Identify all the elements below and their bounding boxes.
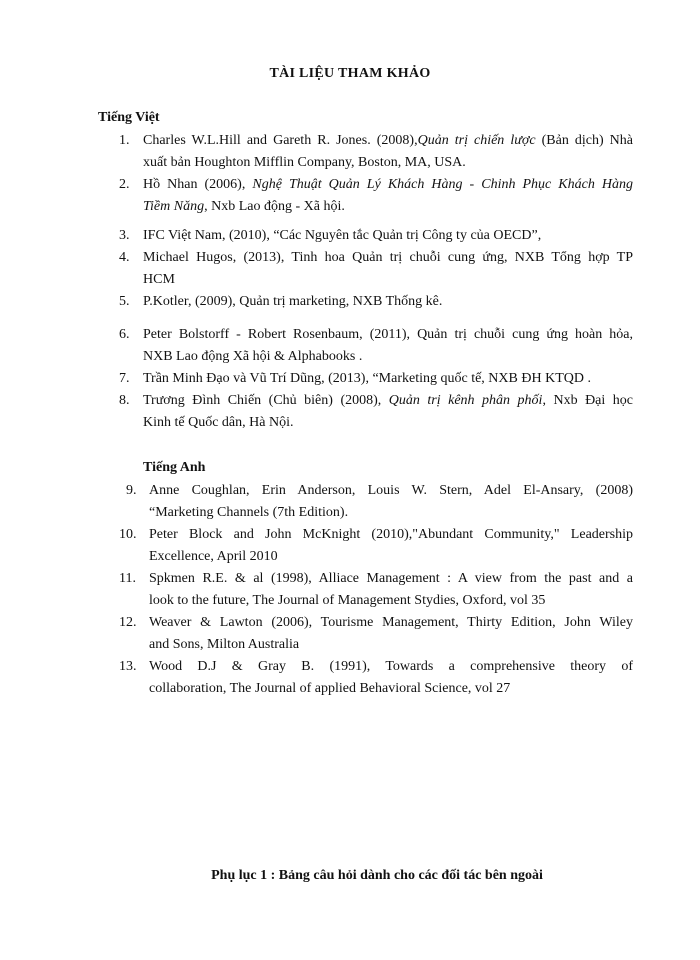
reference-item [119, 656, 633, 700]
reference-number: 8. [119, 393, 130, 408]
reference-line: Anne Coughlan, Erin Anderson, Louis W. Stern, Adel El-Ansary, (2008) [149, 483, 633, 498]
reference-number: 6. [119, 327, 130, 342]
reference-number: 12. [119, 615, 137, 630]
reference-item [119, 324, 633, 368]
reference-item [119, 225, 633, 247]
appendix-title: Phụ lục 1 : Bảng câu hỏi dành cho các đối tác bên ngoài [211, 868, 543, 883]
reference-text [149, 480, 633, 524]
reference-text [143, 225, 633, 247]
reference-line: look to the future, The Journal of Management Stydies, Oxford, vol 35 [149, 593, 546, 608]
reference-item [119, 568, 633, 612]
reference-item [119, 174, 633, 218]
reference-line: “Marketing Channels (7th Edition). [149, 505, 349, 520]
reference-item [119, 368, 633, 390]
section-heading-vietnamese: Tiếng Việt [98, 110, 160, 125]
reference-line: HCM [143, 272, 175, 287]
reference-text [149, 568, 633, 612]
reference-number: 4. [119, 250, 130, 265]
reference-number: 3. [119, 228, 130, 243]
reference-text [143, 247, 633, 291]
reference-item [126, 480, 633, 524]
reference-line: xuất bản Houghton Mifflin Company, Boston, MA, USA. [143, 155, 466, 170]
reference-line: Kinh tế Quốc dân, Hà Nội. [143, 415, 294, 430]
reference-line: Trần Minh Đạo và Vũ Trí Dũng, (2013), “Marketing quốc tế, NXB ĐH KTQD . [143, 371, 591, 386]
reference-number: 10. [119, 527, 137, 542]
reference-text [143, 174, 633, 218]
reference-text [143, 324, 633, 368]
reference-line: Michael Hugos, (2013), Tinh hoa Quản trị chuỗi cung ứng, NXB Tổng hợp TP [143, 250, 633, 265]
page-title: TÀI LIỆU THAM KHẢO [269, 66, 431, 81]
reference-line: Trương Đình Chiến (Chủ biên) (2008), Quản trị kênh phân phối, Nxb Đại học [143, 393, 634, 408]
reference-number: 5. [119, 294, 130, 309]
reference-text [143, 130, 633, 174]
reference-text [143, 291, 633, 313]
reference-line: Weaver & Lawton (2006), Tourisme Management, Thirty Edition, John Wiley [149, 615, 633, 630]
reference-line: Peter Block and John McKnight (2010),"Abundant Community," Leadership [149, 527, 633, 542]
reference-text [149, 612, 633, 656]
reference-item [119, 130, 633, 174]
reference-number: 2. [119, 177, 130, 192]
reference-item [119, 612, 633, 656]
reference-line: IFC Việt Nam, (2010), “Các Nguyên tắc Quản trị Công ty của OECD”, [143, 228, 542, 243]
reference-number: 9. [126, 483, 137, 498]
reference-line: Wood D.J & Gray B. (1991), Towards a comprehensive theory of [149, 659, 633, 674]
reference-line: Peter Bolstorff - Robert Rosenbaum, (2011), Quản trị chuỗi cung ứng hoàn hỏa, [143, 327, 633, 342]
reference-line: Hồ Nhan (2006), Nghệ Thuật Quản Lý Khách Hàng - Chinh Phục Khách Hàng [143, 177, 633, 192]
reference-number: 13. [119, 659, 137, 674]
reference-line: Charles W.L.Hill and Gareth R. Jones. (2008),Quản trị chiến lược (Bản dịch) Nhà [143, 133, 633, 148]
reference-item [119, 524, 633, 568]
reference-line: Excellence, April 2010 [149, 549, 278, 564]
reference-line: and Sons, Milton Australia [149, 637, 300, 652]
reference-line: Spkmen R.E. & al (1998), Alliace Management : A view from the past and a [149, 571, 633, 586]
reference-item [119, 247, 633, 291]
section-heading-english: Tiếng Anh [143, 460, 206, 475]
reference-line: collaboration, The Journal of applied Behavioral Science, vol 27 [149, 681, 511, 696]
reference-text [149, 524, 633, 568]
reference-text [149, 656, 633, 700]
reference-line: NXB Lao động Xã hội & Alphabooks . [143, 349, 363, 364]
reference-number: 7. [119, 371, 130, 386]
reference-line: P.Kotler, (2009), Quản trị marketing, NXB Thống kê. [143, 294, 443, 309]
reference-text [143, 368, 633, 390]
reference-number: 11. [119, 571, 136, 586]
reference-text [143, 390, 633, 434]
reference-number: 1. [119, 133, 130, 148]
reference-item [119, 390, 633, 434]
reference-item [119, 291, 633, 313]
reference-line: Tiềm Năng, Nxb Lao động - Xã hội. [143, 199, 345, 214]
